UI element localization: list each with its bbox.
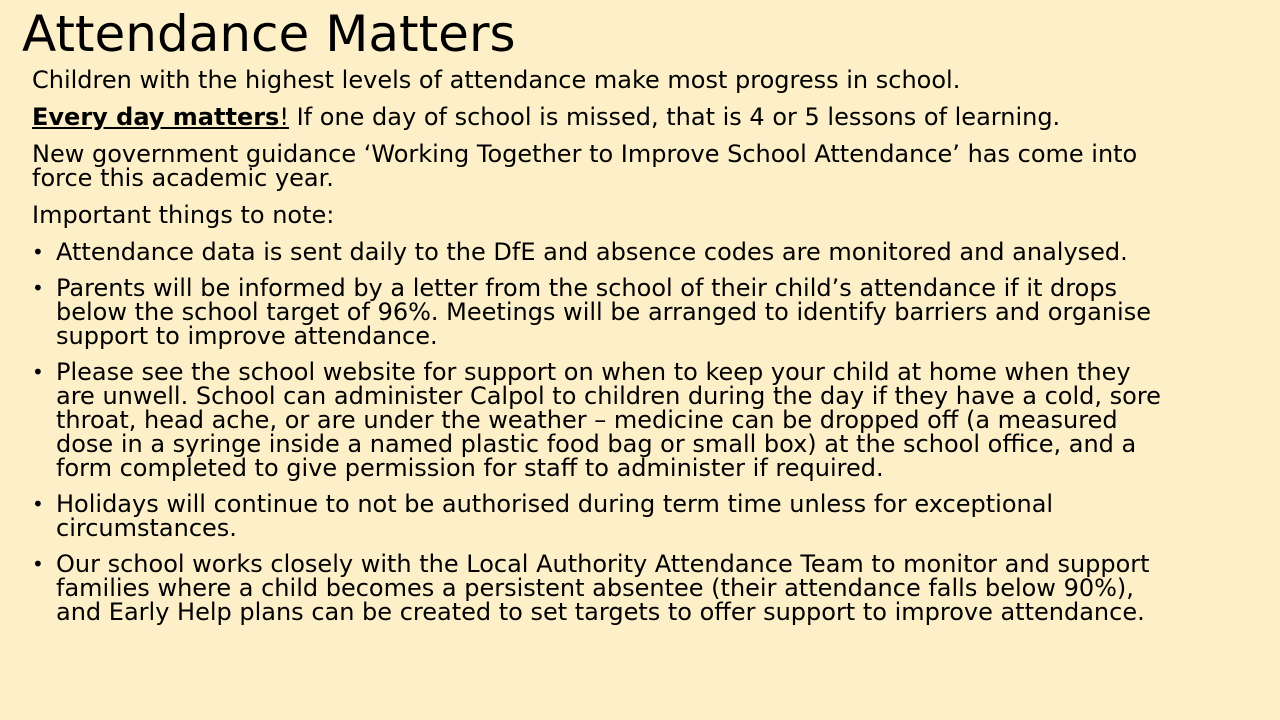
bullet-line: are unwell. School can administer Calpol to children during the day if they have a cold, sore <box>56 382 1161 410</box>
bullet-dot: • <box>32 552 44 576</box>
bullet-dot: • <box>32 240 44 264</box>
every-day-rest: If one day of school is missed, that is 4 or 5 lessons of learning. <box>288 103 1061 131</box>
intro-paragraph: Children with the highest levels of attendance make most progress in school. <box>32 66 961 94</box>
bullet-line: and Early Help plans can be created to set targets to offer support to improve attendance. <box>56 598 1145 626</box>
bullet-list <box>32 240 1262 624</box>
bullet-line: Our school works closely with the Local Authority Attendance Team to monitor and support <box>56 550 1150 578</box>
bullet-line: support to improve attendance. <box>56 322 438 350</box>
bullet-line: Parents will be informed by a letter from the school of their child’s attendance if it drops <box>56 274 1118 302</box>
bullet-line: circumstances. <box>56 514 237 542</box>
list-item <box>32 360 1262 480</box>
list-item <box>32 552 1262 624</box>
bullet-line: form completed to give permission for staff to administer if required. <box>56 454 884 482</box>
guidance-paragraph <box>32 142 1262 190</box>
slide-title: Attendance Matters <box>22 5 516 63</box>
bullet-dot: • <box>32 276 44 300</box>
bullet-line: Please see the school website for support on when to keep your child at home when they <box>56 358 1131 386</box>
bullet-line: throat, head ache, or are under the weather – medicine can be dropped off (a measured <box>56 406 1118 434</box>
guidance-line: New government guidance ‘Working Together to Improve School Attendance’ has come into <box>32 140 1138 168</box>
bullet-line: families where a child becomes a persistent absentee (their attendance falls below 90%), <box>56 574 1134 602</box>
bullet-dot: • <box>32 492 44 516</box>
important-heading: Important things to note: <box>32 201 335 229</box>
every-day-paragraph <box>32 105 1262 129</box>
bullet-line: Attendance data is sent daily to the DfE and absence codes are monitored and analysed. <box>56 238 1128 266</box>
every-day-emphasis: Every day matters <box>32 103 280 131</box>
list-item <box>32 492 1262 540</box>
bullet-dot: • <box>32 360 44 384</box>
bullet-line: dose in a syringe inside a named plastic food bag or small box) at the school office, and a <box>56 430 1137 458</box>
slide-content <box>32 68 1262 636</box>
list-item <box>32 276 1262 348</box>
every-day-exclamation: ! <box>279 103 289 131</box>
bullet-line: below the school target of 96%. Meetings will be arranged to identify barriers and organise <box>56 298 1151 326</box>
guidance-line: force this academic year. <box>32 164 334 192</box>
list-item <box>32 240 1262 264</box>
bullet-line: Holidays will continue to not be authorised during term time unless for exceptional <box>56 490 1054 518</box>
